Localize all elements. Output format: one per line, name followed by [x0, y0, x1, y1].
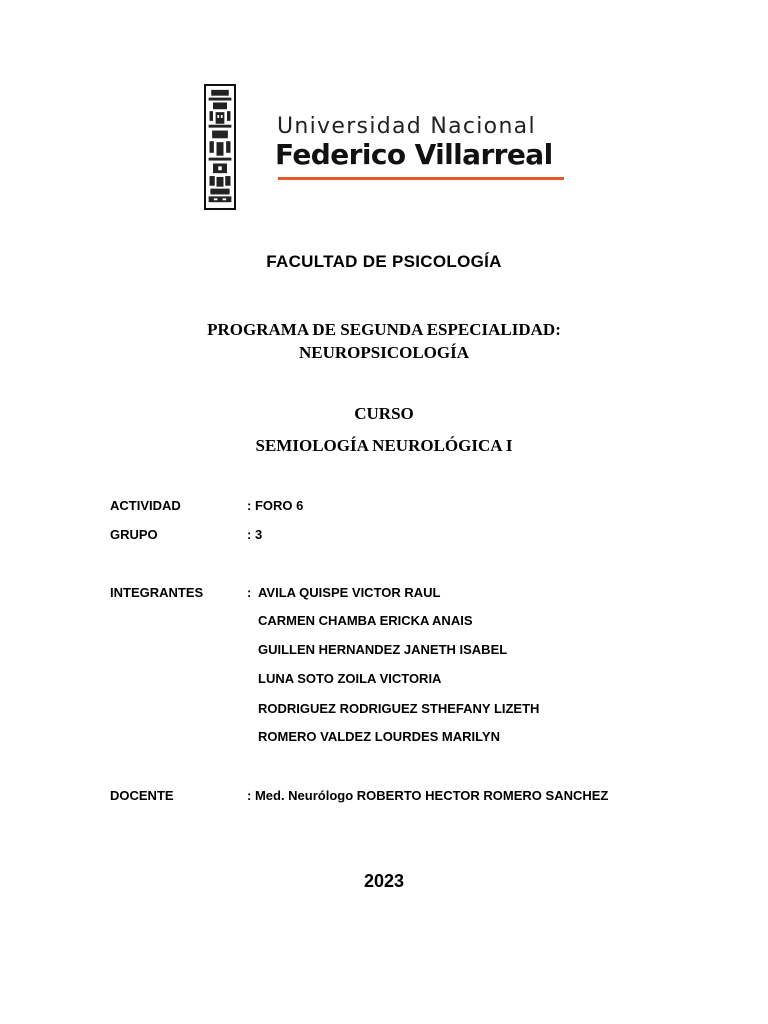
- members-separator: :: [247, 585, 252, 600]
- program-title-line2: NEUROPSICOLOGÍA: [298, 343, 470, 362]
- program-title-line1: PROGRAMA DE SEGUNDA ESPECIALIDAD:: [207, 320, 561, 339]
- member-name: GUILLEN HERNANDEZ JANETH ISABEL: [258, 642, 508, 657]
- members-row: [110, 585, 251, 600]
- activity-row: [110, 498, 303, 513]
- members-label: INTEGRANTES: [110, 585, 204, 600]
- course-label: CURSO: [354, 404, 414, 423]
- activity-value: : FORO 6: [247, 498, 304, 513]
- group-row: [110, 527, 262, 542]
- member-name: LUNA SOTO ZOILA VICTORIA: [258, 671, 442, 686]
- university-name-line2: Federico Villarreal: [275, 138, 553, 171]
- course-name: SEMIOLOGÍA NEUROLÓGICA I: [255, 436, 513, 455]
- activity-label: ACTIVIDAD: [110, 498, 181, 513]
- year: 2023: [363, 871, 405, 891]
- group-value: : 3: [247, 527, 263, 542]
- member-name: RODRIGUEZ RODRIGUEZ STHEFANY LIZETH: [258, 701, 540, 716]
- logo-accent-rule: [278, 177, 564, 180]
- group-label: GRUPO: [110, 527, 158, 542]
- teacher-value: : Med. Neurólogo ROBERTO HECTOR ROMERO SANCHEZ: [247, 788, 609, 803]
- chavin-emblem-icon: [204, 84, 236, 210]
- teacher-row: [110, 788, 608, 803]
- university-name-line1: Universidad Nacional: [277, 114, 536, 139]
- teacher-label: DOCENTE: [110, 788, 174, 803]
- member-name: AVILA QUISPE VICTOR RAUL: [258, 585, 441, 600]
- member-name: ROMERO VALDEZ LOURDES MARILYN: [258, 729, 500, 744]
- member-name: CARMEN CHAMBA ERICKA ANAIS: [258, 613, 473, 628]
- faculty-title: FACULTAD DE PSICOLOGÍA: [266, 252, 502, 271]
